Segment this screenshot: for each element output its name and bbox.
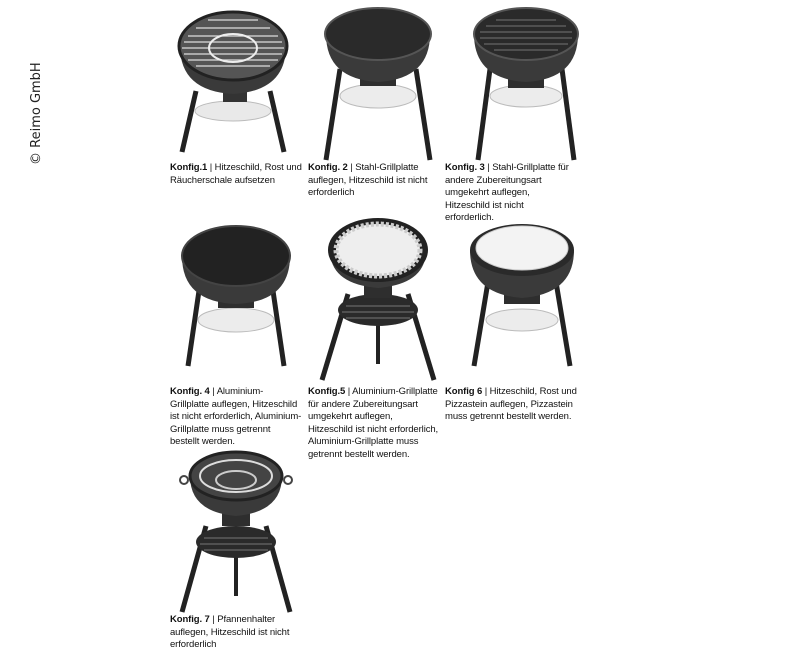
caption-label: Konfig.1 [170, 162, 208, 173]
caption-config-1: Konfig.1 | Hitzeschild, Rost und Räucherschale aufsetzen [170, 162, 302, 186]
caption-text: Stahl-Grillplatte für andere Zubereitungsart umgekehrt auflegen, Hitzeschild ist nicht erforderlich. [445, 162, 569, 223]
caption-text: Stahl-Grillplatte auflegen, Hitzeschild ist nicht erforderlich [308, 162, 428, 198]
caption-label: Konfig. 7 [170, 614, 210, 625]
caption-text: Hitzeschild, Rost und Pizzastein auflegen, Pizzastein muss getrennt bestellt werden. [445, 386, 577, 422]
grill-image-config-2 [318, 4, 438, 164]
caption-label: Konfig. 2 [308, 162, 348, 173]
grill-image-config-7 [176, 446, 296, 616]
caption-config-7: Konfig. 7 | Pfannenhalter auflegen, Hitzeschild ist nicht erforderlich [170, 614, 290, 650]
caption-text: Hitzeschild, Rost und Räucherschale aufsetzen [170, 162, 302, 186]
caption-config-4: Konfig. 4 | Aluminium-Grillplatte auflegen, Hitzeschild ist nicht erforderlich, Aluminium-Grillplatte muss getrennt bestellt werden. [170, 386, 302, 447]
caption-config-3: Konfig. 3 | Stahl-Grillplatte für andere Zubereitungsart umgekehrt auflegen, Hitzeschild ist nicht erforderlich. [445, 162, 569, 223]
grill-image-config-1 [168, 6, 298, 156]
caption-text: Pfannenhalter auflegen, Hitzeschild ist nicht erforderlich [170, 614, 290, 650]
copyright-notice: © Reimo GmbH [29, 62, 44, 165]
grill-image-config-3 [468, 4, 584, 164]
grill-image-config-6 [466, 220, 578, 370]
caption-label: Konfig. 4 [170, 386, 210, 397]
grill-image-config-5 [316, 214, 440, 384]
caption-label: Konfig.5 [308, 386, 346, 397]
caption-label: Konfig 6 [445, 386, 483, 397]
caption-text: Aluminium-Grillplatte für andere Zubereitungsart umgekehrt auflegen, Hitzeschild ist nicht erforderlich, Aluminium-Grillplatte muss getrennt bestellt werden. [308, 386, 439, 460]
caption-text: Aluminium-Grillplatte auflegen, Hitzeschild ist nicht erforderlich, Aluminium-Grillplatte muss getrennt bestellt werden. [170, 386, 302, 447]
caption-config-5: Konfig.5 | Aluminium-Grillplatte für andere Zubereitungsart umgekehrt auflegen, Hitzeschild ist nicht erforderlich, Aluminium-Grillplatte muss getrennt bestellt werden. [308, 386, 439, 460]
grill-image-config-4 [176, 222, 296, 370]
caption-config-2: Konfig. 2 | Stahl-Grillplatte auflegen, Hitzeschild ist nicht erforderlich [308, 162, 428, 198]
caption-config-6: Konfig 6 | Hitzeschild, Rost und Pizzastein auflegen, Pizzastein muss getrennt bestellt werden. [445, 386, 577, 422]
caption-label: Konfig. 3 [445, 162, 485, 173]
